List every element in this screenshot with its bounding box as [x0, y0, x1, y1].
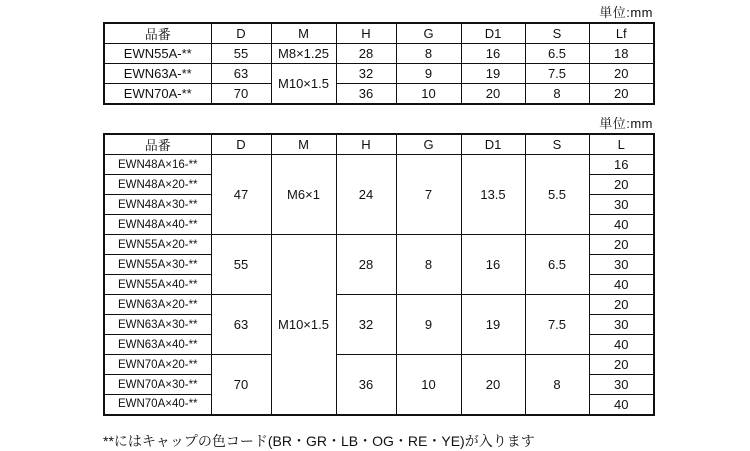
spec-table-top	[103, 22, 655, 105]
part-number-cell: EWN70A×40-**	[104, 395, 211, 415]
table-row	[104, 64, 654, 84]
value-cell: 36	[336, 355, 396, 415]
column-header: H	[336, 23, 396, 44]
value-cell: 20	[589, 175, 654, 195]
value-cell: 6.5	[525, 44, 589, 64]
part-number-cell: EWN48A×16-**	[104, 155, 211, 175]
value-cell: 16	[461, 44, 525, 64]
table-row	[104, 295, 654, 315]
part-number-cell: EWN55A×20-**	[104, 235, 211, 255]
column-header: H	[336, 134, 396, 155]
value-cell: 20	[589, 84, 654, 104]
part-number-cell: EWN63A×30-**	[104, 315, 211, 335]
column-header: 品番	[104, 23, 211, 44]
part-number-cell: EWN63A-**	[104, 64, 211, 84]
part-number-cell: EWN70A×30-**	[104, 375, 211, 395]
value-cell: 28	[336, 235, 396, 295]
value-cell: 20	[589, 235, 654, 255]
value-cell: M10×1.5	[271, 235, 336, 415]
part-number-cell: EWN48A×30-**	[104, 195, 211, 215]
value-cell: 70	[211, 84, 271, 104]
value-cell: 28	[336, 44, 396, 64]
part-number-cell: EWN48A×20-**	[104, 175, 211, 195]
part-number-cell: EWN63A×20-**	[104, 295, 211, 315]
column-header: D	[211, 23, 271, 44]
part-number-cell: EWN55A×30-**	[104, 255, 211, 275]
value-cell: 20	[589, 64, 654, 84]
value-cell: 55	[211, 235, 271, 295]
table-row	[104, 235, 654, 255]
value-cell: 16	[589, 155, 654, 175]
value-cell: 19	[461, 64, 525, 84]
value-cell: 8	[525, 84, 589, 104]
part-number-cell: EWN55A-**	[104, 44, 211, 64]
value-cell: 24	[336, 155, 396, 235]
header-row	[104, 134, 654, 155]
value-cell: 16	[461, 235, 525, 295]
value-cell: 20	[589, 355, 654, 375]
value-cell: 10	[396, 355, 461, 415]
value-cell: 63	[211, 295, 271, 355]
value-cell: 8	[525, 355, 589, 415]
value-cell: M10×1.5	[271, 64, 336, 104]
column-header: D	[211, 134, 271, 155]
value-cell: 55	[211, 44, 271, 64]
column-header: S	[525, 23, 589, 44]
table-row	[104, 84, 654, 104]
value-cell: 8	[396, 235, 461, 295]
value-cell: M6×1	[271, 155, 336, 235]
column-header: M	[271, 134, 336, 155]
value-cell: 32	[336, 64, 396, 84]
value-cell: 32	[336, 295, 396, 355]
value-cell: 47	[211, 155, 271, 235]
part-number-cell: EWN55A×40-**	[104, 275, 211, 295]
value-cell: 40	[589, 215, 654, 235]
column-header: 品番	[104, 134, 211, 155]
value-cell: 20	[461, 84, 525, 104]
part-number-cell: EWN70A-**	[104, 84, 211, 104]
value-cell: 20	[461, 355, 525, 415]
table-row	[104, 155, 654, 175]
value-cell: 40	[589, 335, 654, 355]
value-cell: 6.5	[525, 235, 589, 295]
column-header: D1	[461, 134, 525, 155]
value-cell: 30	[589, 315, 654, 335]
value-cell: 63	[211, 64, 271, 84]
value-cell: 40	[589, 395, 654, 415]
value-cell: 30	[589, 195, 654, 215]
column-header: S	[525, 134, 589, 155]
table-row	[104, 44, 654, 64]
table-row	[104, 355, 654, 375]
value-cell: 70	[211, 355, 271, 415]
column-header: L	[589, 134, 654, 155]
value-cell: 7.5	[525, 64, 589, 84]
footnote: **にはキャップの色コード(BR・GR・LB・OG・RE・YE)が入ります	[103, 433, 535, 449]
value-cell: 30	[589, 255, 654, 275]
unit-label-top: 単位:mm	[599, 5, 653, 20]
header-row	[104, 23, 654, 44]
column-header: G	[396, 134, 461, 155]
part-number-cell: EWN63A×40-**	[104, 335, 211, 355]
spec-table-bottom	[103, 133, 655, 416]
unit-label-bottom: 単位:mm	[599, 116, 653, 131]
value-cell: 36	[336, 84, 396, 104]
value-cell: 18	[589, 44, 654, 64]
value-cell: 9	[396, 295, 461, 355]
value-cell: 8	[396, 44, 461, 64]
value-cell: 7.5	[525, 295, 589, 355]
column-header: M	[271, 23, 336, 44]
column-header: Lf	[589, 23, 654, 44]
value-cell: 19	[461, 295, 525, 355]
part-number-cell: EWN70A×20-**	[104, 355, 211, 375]
part-number-cell: EWN48A×40-**	[104, 215, 211, 235]
value-cell: 10	[396, 84, 461, 104]
column-header: D1	[461, 23, 525, 44]
value-cell: 20	[589, 295, 654, 315]
column-header: G	[396, 23, 461, 44]
value-cell: 7	[396, 155, 461, 235]
value-cell: 40	[589, 275, 654, 295]
value-cell: M8×1.25	[271, 44, 336, 64]
value-cell: 13.5	[461, 155, 525, 235]
value-cell: 30	[589, 375, 654, 395]
value-cell: 5.5	[525, 155, 589, 235]
value-cell: 9	[396, 64, 461, 84]
